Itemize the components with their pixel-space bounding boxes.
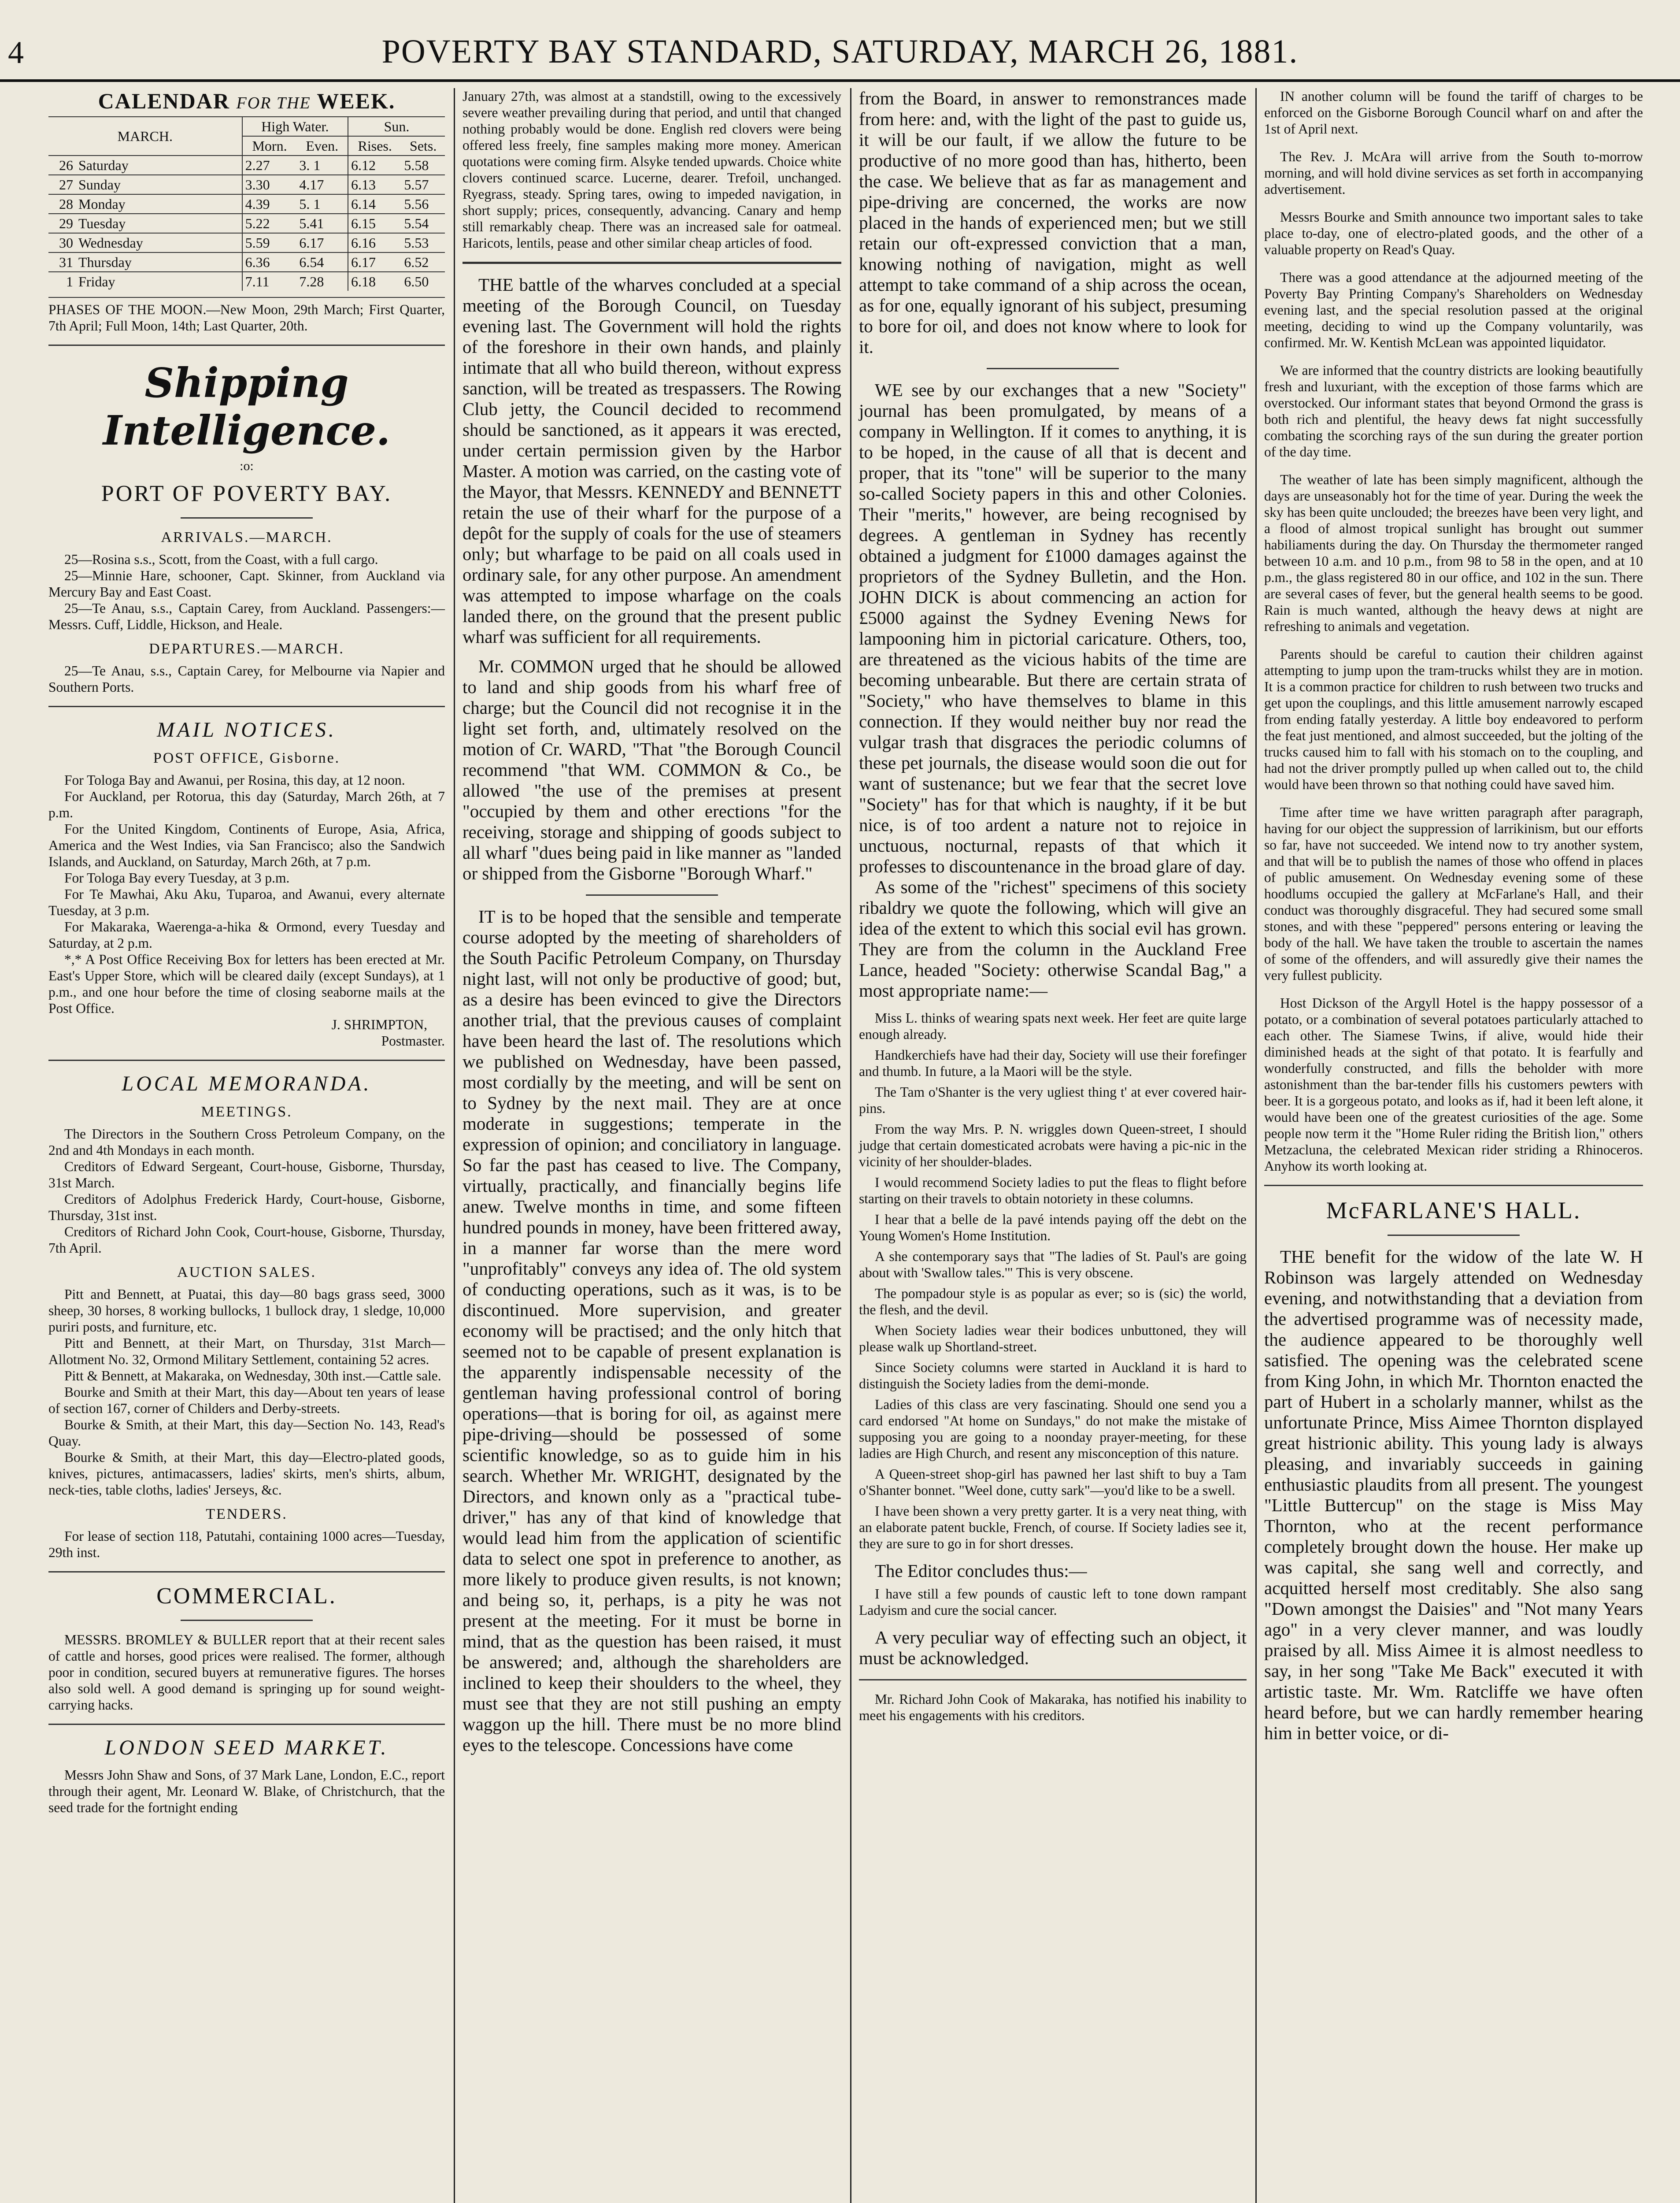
peculiar-remark: A very peculiar way of effecting such an object, it must be acknowledged. xyxy=(859,1627,1247,1668)
society-quote: The Tam o'Shanter is the very ugliest thing t' at ever covered hair-pins. xyxy=(859,1084,1247,1116)
sun-rises: 6.16 xyxy=(348,233,401,252)
calendar-row xyxy=(48,252,445,272)
calendar-day: Wednesday xyxy=(76,233,242,252)
newspaper-title: POVERTY BAY STANDARD, SATURDAY, MARCH 26, 1881. xyxy=(381,33,1299,70)
high-water-even: 6.17 xyxy=(296,233,348,252)
calendar-heading: CALENDAR FOR THE WEEK. xyxy=(98,89,396,113)
high-water-even: 4.17 xyxy=(296,175,348,194)
society-quote: A she contemporary says that "The ladies of St. Paul's are going about with 'Swallow tales.'" This is very obscene. xyxy=(859,1249,1247,1280)
postmaster-title: Postmaster. xyxy=(381,1033,445,1049)
petroleum-article-continued: from the Board, in answer to remonstrances made from here: and, with the light of the past to guide us, it will be our fault, if we allow the future to be productive of no more good than has, hitherto, been the case. We believe that as far as management and pipe-driving are concerned, the works are now placed in the hands of experienced men; but we still retain our oft-expressed conviction that a man, knowing nothing of navigation, might as well attempt to take command of a ship across the ocean, as for one, equally ignorant of his subject, presuming to bore for oil, and does not know where to look for it. xyxy=(859,88,1247,357)
high-water-even: 5.41 xyxy=(296,214,348,233)
mail-notice: For Tologa Bay every Tuesday, at 3 p.m. xyxy=(64,870,290,886)
calendar-col-sun: Sun. xyxy=(348,117,445,136)
calendar-day: Thursday xyxy=(76,252,242,272)
wharves-paragraph: THE battle of the wharves concluded at a special meeting of the Borough Council, on Tuesday evening last. The Government will hold the rights of the foreshore in their own hands, and plainly intimate that all who build thereon, without express sanction, will be treated as trespassers. The Rowing Club jetty, the Council decided to recommend should be sanctioned, as it appears it was erected, under certain permission given by the Harbor Master. A motion was carried, on the casting vote of the Mayor, that Messrs. KENNEDY and BENNETT retain the use of their wharf for the purpose of a depôt for the supply of coals for the use of steamers only; but wharfage to be paid on all coals used in ordinary sale, for any other purpose. An amendment was attempted to impose wharfage on the coals landed there, on the ground that the present public wharf was sufficient for all requirements. xyxy=(463,274,841,647)
calendar-col-rises: Rises. xyxy=(348,136,401,156)
auction-entry: Pitt and Bennett, at Puatai, this day—80 bags grass seed, 3000 sheep, 30 horses, 8 working bullocks, 1 bullock dray, 1 sledge, 10,000 puriri posts, and furniture, etc. xyxy=(48,1287,445,1335)
petroleum-article: IT is to be hoped that the sensible and temperate course adopted by the meeting of shareholders of the South Pacific Petroleum Company, on Thursday night last, will not only be productive of good; but, as a desire has been evinced to give the Directors another trial, that the previous causes of complaint have been heard the last of. The resolutions which we published on Wednesday, have been passed, most cordially by the meeting, and will be sent on to Sydney by the next mail. They are at once moderate in suggestions; temperate in the expression of opinion; and conciliatory in language. So far the past has ceased to live. The Company, virtually, practically, and financially begins life anew. Twelve months in time, and some fifteen hundred pounds in money, have been frittered away, in a manner far worse than the mere word "unprofitably" conveys any idea of. The old system of conducting operations, such as it was, is to be discontinued. More supervision, and greater economy will be practised; and the only hitch that seemed not to be capable of present explanation is the apparently indispensable necessity of the gentleman having professional control of boring operations—that is boring for oil, as against mere pipe-driving—should be possessed of some scientific knowledge, so as to guide him in his search. Whether Mr. WRIGHT, designated by the Directors, and known only as a "practical tube-driver," has any of that kind of knowledge that would lead him from the application of scientific data to select one spot in preference to another, as more likely to produce given results, is not known; and being so, it, perhaps, is a pity he was not present at the meeting. For it must be borne in mind, that as the question has been raised, it must be answered; and, although the shareholders are inclined to keep their shoulders to the wheel, they must see that they are not still pushing an empty waggon up the hill. There must be no more blind eyes to the telescope. Concessions have come xyxy=(463,906,841,1755)
society-paragraph: As some of the "richest" specimens of this society ribaldry we quote the following, which will give an idea of the extent to which this social evil has grown. They are from the column in the Auckland Free Lance, headed "Society: otherwise Scandal Bag," a most appropriate name:— xyxy=(859,877,1247,1001)
high-water-morn: 5.22 xyxy=(242,214,297,233)
high-water-even: 5. 1 xyxy=(296,194,348,214)
mail-notice: For Auckland, per Rotorua, this day (Saturday, March 26th, at 7 p.m. xyxy=(48,789,445,820)
departures-heading: DEPARTURES.—MARCH. xyxy=(149,641,344,657)
news-paragraph: Parents should be careful to caution their children against attempting to jump upon the tram-trucks whilst they are in motion. It is a common practice for children to rush between two trucks and get upon the couplings, and this little amusement narrowly escaped from ending fatally yesterday. A little boy endeavored to perform the feat just mentioned, and almost succeeded, but the jolting of the trucks caused him to fall with his stomach on to the coupling, and had not the driver promptly pulled up when called out to, the child would have been thrown so that nothing could have saved him. xyxy=(1264,646,1643,792)
calendar-table xyxy=(48,116,445,291)
high-water-morn: 5.59 xyxy=(242,233,297,252)
high-water-even: 3. 1 xyxy=(296,156,348,175)
divider xyxy=(859,1679,1247,1680)
meeting-entry: The Directors in the Southern Cross Petroleum Company, on the 2nd and 4th Mondays in each month. xyxy=(48,1126,445,1158)
society-quote: I would recommend Society ladies to put the fleas to flight before starting on their travels to obtain notoriety in these columns. xyxy=(859,1175,1247,1206)
auction-entry: Pitt & Bennett, at Makaraka, on Wednesday, 30th inst.—Cattle sale. xyxy=(64,1368,441,1383)
sun-rises: 6.18 xyxy=(348,272,401,291)
mail-notices-list xyxy=(48,772,445,1016)
auction-entry: Bourke and Smith at their Mart, this day—About ten years of lease of section 167, corner of Childers and Derby-streets. xyxy=(48,1384,445,1416)
high-water-morn: 3.30 xyxy=(242,175,297,194)
sun-sets: 5.54 xyxy=(401,214,445,233)
news-paragraph: The Rev. J. McAra will arrive from the South to-morrow morning, and will hold divine services as set forth in accompanying advertisement. xyxy=(1264,149,1643,197)
calendar-date: 29 xyxy=(48,214,76,233)
column-1 xyxy=(48,88,454,2203)
divider xyxy=(48,706,445,707)
departures-list xyxy=(48,663,445,695)
calendar-row xyxy=(48,233,445,252)
post-office-line: POST OFFICE, Gisborne. xyxy=(153,750,340,766)
society-article xyxy=(859,380,1247,1001)
tenders-heading: TENDERS. xyxy=(206,1506,288,1522)
local-news-paragraphs xyxy=(1264,88,1643,1174)
arrivals-list xyxy=(48,551,445,633)
society-paragraph: WE see by our exchanges that a new "Society" journal has been promulgated, by means of a company in Wellington. If it comes to anything, it is to be hoped, in the cause of all that is decent and proper, that its "tone" will be superior to the many so-called Society papers in this and other Colonies. Their "merits," however, are being recognised by degrees. A gentleman in Sydney has recently obtained a judgment for £1000 damages against the proprietors of the Sydney Bulletin, and the Hon. JOHN DICK is about commencing an action for £5000 against the Sydney Evening News for lampooning him in pictorial caricature. Others, too, are threatened as the vicious habits of the time are becoming unbearable. But there are certain strata of "Society," who have themselves to blame in this connection. If they would neither buy nor read the vulgar trash that disgraces the periodic columns of these pet journals, the disease would soon die out for want of sustenance; but we fear that the secret love "Society" has for that which is naughty, if it be but nice, is of too ardent a nature not to rejoice in unctuous, nocturnal, repasts of that which it professes to discountenance in the broad glare of day. xyxy=(859,380,1247,876)
sun-sets: 6.52 xyxy=(401,252,445,272)
high-water-morn: 6.36 xyxy=(242,252,297,272)
sun-sets: 5.53 xyxy=(401,233,445,252)
sun-sets: 5.56 xyxy=(401,194,445,214)
news-paragraph: IN another column will be found the tariff of charges to be enforced on the Gisborne Borough Council wharf on and after the 1st of April next. xyxy=(1264,89,1643,137)
local-memoranda-heading: LOCAL MEMORANDA. xyxy=(122,1072,372,1095)
sun-sets: 6.50 xyxy=(401,272,445,291)
society-quote: Ladies of this class are very fascinating. Should one send you a card endorsed "At home on Sundays," do not make the mistake of supposing you are going to a noonday prayer-meeting, for these ladies are High Church, and resent any misconception of this nature. xyxy=(859,1397,1247,1461)
masthead-rule xyxy=(0,79,1680,82)
column-4 xyxy=(1255,88,1652,2203)
news-paragraph: Messrs Bourke and Smith announce two important sales to take place to-day, one of electro-plated goods, and the other of a valuable property on Read's Quay. xyxy=(1264,209,1643,257)
calendar-col-even: Even. xyxy=(296,136,348,156)
society-quote: Miss L. thinks of wearing spats next week. Her feet are quite large enough already. xyxy=(859,1010,1247,1042)
seed-market-continued: January 27th, was almost at a standstill, owing to the excessively severe weather prevailing during that period, and until that changed nothing probably would be done. English red clovers were being offered less freely, fine samples making more money. American quotations were coming firm. Alsyke tended upwards. Choice white clovers continued scarce. Lucerne, dearer. Trefoil, unchanged. Ryegrass, steady. Spring tares, owing to impeded navigation, in short supply; prices, consequently, advancing. Canary and hemp still remarkably cheap. There was an increased sale for oatmeal. Haricots, lentils, pease and other similar cheap articles of food. xyxy=(463,89,841,251)
masthead xyxy=(0,0,1680,70)
cook-notice: Mr. Richard John Cook of Makaraka, has notified his inability to meet his engagements with his creditors. xyxy=(859,1691,1247,1723)
divider xyxy=(1264,1185,1643,1186)
arrival-entry: 25—Rosina s.s., Scott, from the Coast, with a full cargo. xyxy=(64,552,378,567)
meeting-entry: Creditors of Adolphus Frederick Hardy, Court-house, Gisborne, Thursday, 31st inst. xyxy=(48,1191,445,1223)
calendar-row xyxy=(48,175,445,194)
calendar-col-march: MARCH. xyxy=(48,117,242,156)
society-quote: From the way Mrs. P. N. wriggles down Queen-street, I should judge that certain domesticated acrobats were having a pic-nic in the vicinity of her shoulder-blades. xyxy=(859,1121,1247,1169)
calendar-day: Friday xyxy=(76,272,242,291)
divider xyxy=(463,262,841,264)
society-quote: The pompadour style is as popular as ever; so is (sic) the world, the flesh, and the devil. xyxy=(859,1286,1247,1317)
calendar-row xyxy=(48,156,445,175)
auction-sales-list xyxy=(48,1286,445,1498)
calendar-day: Sunday xyxy=(76,175,242,194)
news-paragraph: Host Dickson of the Argyll Hotel is the happy possessor of a potato, or a combination of several potatoes particularly attached to each other. The Siamese Twins, if alive, would hide their diminished heads at the sight of that potato. It is fearfully and wonderfully constructed, and fills the beholder with more astonishment than the bar-tender fills his customers pewters with beer. It is a gorgeous potato, and looks as if, had it been left alone, it would have been one of the greatest curiosities of the age. Some people now term it the "Home Ruler riding the British lion," others Metzacluna, the celebrated Mexican rider striding a Rhinoceros. Anyhow its worth looking at. xyxy=(1264,995,1643,1174)
calendar-date: 28 xyxy=(48,194,76,214)
sun-rises: 6.13 xyxy=(348,175,401,194)
calendar-date: 27 xyxy=(48,175,76,194)
calendar-date: 31 xyxy=(48,252,76,272)
arrival-entry: 25—Minnie Hare, schooner, Capt. Skinner, from Auckland via Mercury Bay and East Coast. xyxy=(48,568,445,600)
society-quote: Handkerchiefs have had their day, Society will use their forefinger and thumb. In future, a la Maori will be the style. xyxy=(859,1047,1247,1079)
divider xyxy=(48,1724,445,1725)
sun-rises: 6.12 xyxy=(348,156,401,175)
calendar-col-high-water: High Water. xyxy=(242,117,348,136)
calendar-date: 1 xyxy=(48,272,76,291)
news-paragraph: Time after time we have written paragraph after paragraph, having for our object the suppression of larrikinism, but our efforts so far, have not succeeded. We intend now to try another system, and that will be to publish the names of those who offend in places of public amusement. On Wednesday evening some of these hoodlums occupied the gallery at McFarlane's Hall, and their conduct was thoroughly disgraceful. They had secured some small stones, and with these "peppered" persons entering or leaving the body of the hall. We have taken the trouble to ascertain the names of some of the offenders, and will assuredly give their names the very fullest publicity. xyxy=(1264,805,1643,983)
mcfarlanes-hall-heading: McFARLANE'S HALL. xyxy=(1326,1197,1581,1224)
divider xyxy=(586,894,718,896)
high-water-morn: 2.27 xyxy=(242,156,297,175)
divider-ornament: :o: xyxy=(240,459,254,473)
meetings-list xyxy=(48,1126,445,1256)
mail-notice: For Makaraka, Waerenga-a-hika & Ormond, every Tuesday and Saturday, at 2 p.m. xyxy=(48,919,445,951)
society-quote: Since Society columns were started in Auckland it is hard to distinguish the Society ladies from the demi-monde. xyxy=(859,1360,1247,1391)
column-2 xyxy=(454,88,850,2203)
port-heading: PORT OF POVERTY BAY. xyxy=(101,481,392,506)
page-number: 4 xyxy=(8,35,24,70)
high-water-morn: 4.39 xyxy=(242,194,297,214)
divider xyxy=(48,1060,445,1061)
auction-entry: Bourke & Smith, at their Mart, this day—Section No. 143, Read's Quay. xyxy=(48,1417,445,1449)
editor-concludes: The Editor concludes thus:— xyxy=(875,1561,1087,1581)
shipping-heading: Shipping Intelligence. xyxy=(103,359,391,454)
arrivals-heading: ARRIVALS.—MARCH. xyxy=(161,529,333,545)
divider xyxy=(48,345,445,346)
calendar-row xyxy=(48,214,445,233)
mail-notice: For Te Mawhai, Aku Aku, Tuparoa, and Awanui, every alternate Tuesday, at 3 p.m. xyxy=(48,886,445,918)
sun-rises: 6.14 xyxy=(348,194,401,214)
society-quotes xyxy=(859,1010,1247,1552)
postmaster-name: J. SHRIMPTON, xyxy=(331,1017,427,1032)
calendar-row xyxy=(48,272,445,291)
editor-quote: I have still a few pounds of caustic left to tone down rampant Ladyism and cure the social cancer. xyxy=(859,1586,1247,1618)
divider xyxy=(987,368,1119,369)
sun-rises: 6.15 xyxy=(348,214,401,233)
calendar-col-sets: Sets. xyxy=(401,136,445,156)
high-water-morn: 7.11 xyxy=(242,272,297,291)
commercial-paragraph: MESSRS. BROMLEY & BULLER report that at their recent sales of cattle and horses, good prices were realised. The former, although poor in condition, secured buyers at remunerative figures. The horses also sold well. A good demand is springing up for sound weight-carrying hacks. xyxy=(48,1632,445,1713)
departure-entry: 25—Te Anau, s.s., Captain Carey, for Melbourne via Napier and Southern Ports. xyxy=(48,663,445,695)
society-quote: A Queen-street shop-girl has pawned her last shift to buy a Tam o'Shanter bonnet. "Weel done, cutty sark"—you'd like to be a swell. xyxy=(859,1466,1247,1498)
news-paragraph: The weather of late has been simply magnificent, although the days are unseasonably hot for the time of year. During the week the sky has been quite unclouded; the breezes have been very light, and a flood of almost tropical sunlight has brought out summer habiliaments during the day. On Thursday the thermometer ranged between 10 a.m. and 10 p.m., from 98 to 58 in the open, and at 10 p.m., the glass registered 80 in our office, and 102 in the sun. There are several cases of fever, but the general health seems to be good. Rain is much wanted, although the heavy dews at night are refreshing to animals and vegetation. xyxy=(1264,472,1643,634)
divider xyxy=(48,1571,445,1573)
society-quote: When Society ladies wear their bodices unbuttoned, they will please walk up Shortland-street. xyxy=(859,1323,1247,1354)
auction-sales-heading: AUCTION SALES. xyxy=(177,1264,316,1280)
commercial-heading: COMMERCIAL. xyxy=(156,1584,337,1609)
society-quote: I hear that a belle de la pavé intends paying off the debt on the Young Women's Home Institution. xyxy=(859,1212,1247,1243)
calendar-col-morn: Morn. xyxy=(242,136,297,156)
calendar-day: Tuesday xyxy=(76,214,242,233)
calendar-day: Saturday xyxy=(76,156,242,175)
moon-phases: PHASES OF THE MOON.—New Moon, 29th March; First Quarter, 7th April; Full Moon, 14th; Last Quarter, 20th. xyxy=(48,297,445,334)
news-paragraph: There was a good attendance at the adjourned meeting of the Poverty Bay Printing Company's Shareholders on Wednesday evening last, and the special resolution passed at the original meeting, deciding to wind up the Company voluntarily, was confirmed. Mr. W. Kentish McLean was appointed liquidator. xyxy=(1264,270,1643,350)
sun-rises: 6.17 xyxy=(348,252,401,272)
meetings-heading: MEETINGS. xyxy=(201,1104,292,1120)
high-water-even: 7.28 xyxy=(296,272,348,291)
news-paragraph: We are informed that the country districts are looking beautifully fresh and luxuriant, with the exception of those farms which are overstocked. Our informant states that beyond Ormond the grass is both rich and plentiful, the heavy dews fat night successfully combating the scorching rays of the sun during the greater portion of the day time. xyxy=(1264,363,1643,460)
sun-sets: 5.57 xyxy=(401,175,445,194)
divider xyxy=(181,1620,313,1621)
column-3 xyxy=(850,88,1255,2203)
meeting-entry: Creditors of Edward Sergeant, Court-house, Gisborne, Thursday, 31st March. xyxy=(48,1159,445,1191)
calendar-date: 30 xyxy=(48,233,76,252)
mcfarlanes-hall-review: THE benefit for the widow of the late W. H Robinson was largely attended on Wednesday evening, and notwithstanding that a deviation from the advertised programme was of necessity made, the audience appeared to be thoroughly well satisfied. The opening was the celebrated scene from King John, in which Mr. Thornton enacted the part of Hubert in a scholarly manner, whilst as the unfortunate Prince, Miss Aimee Thornton displayed great histrionic ability. This young lady is always pleasing, and invariably succeeds in gaining enthusiastic plaudits from all present. The youngest "Little Buttercup" on the stage is Miss May Thornton, who at the recent performance completely brought down the house. Her make up was capital, she sang well and correctly, and acquitted herself most creditably. She also sang "Down amongst the Daisies" and "Not many Years ago" in a very clever manner, and was loudly praised by all. Miss Aimee it is almost needless to say, in her song "Take Me Back" executed it with artistic taste. Mr. Wm. Ratcliffe we have often heard before, but we can hardly remember hearing him in better voice, or di- xyxy=(1264,1246,1643,1743)
wharves-article xyxy=(463,274,841,884)
meeting-entry: Creditors of Richard John Cook, Court-house, Gisborne, Thursday, 7th April. xyxy=(48,1224,445,1256)
arrival-entry: 25—Te Anau, s.s., Captain Carey, from Auckland. Passengers:—Messrs. Cuff, Liddle, Hickson, and Heale. xyxy=(48,601,445,632)
tenders-list xyxy=(48,1528,445,1561)
mail-notice: *,* A Post Office Receiving Box for letters has been erected at Mr. East's Upper Store, which will be cleared daily (except Sundays), at 1 p.m., and one hour before the time of closing seaborne mails at the Post Office. xyxy=(48,952,445,1016)
sun-sets: 5.58 xyxy=(401,156,445,175)
calendar-day: Monday xyxy=(76,194,242,214)
calendar-row xyxy=(48,194,445,214)
society-quote: I have been shown a very pretty garter. It is a very neat thing, with an elaborate patent buckle, French, of course. If Society ladies see it, they are sure to go in for short dresses. xyxy=(859,1503,1247,1551)
calendar-date: 26 xyxy=(48,156,76,175)
divider xyxy=(181,517,313,519)
mail-notices-heading: MAIL NOTICES. xyxy=(157,718,337,742)
mail-notice: For Tologa Bay and Awanui, per Rosina, this day, at 12 noon. xyxy=(64,772,405,788)
auction-entry: Pitt and Bennett, at their Mart, on Thursday, 31st March—Allotment No. 32, Ormond Military Settlement, containing 52 acres. xyxy=(48,1335,445,1367)
wharves-paragraph: Mr. COMMON urged that he should be allowed to land and ship goods from his wharf free of charge; but the Council did not recognise it in the light set forth, and, ultimately resolved on the motion of Cr. WARD, "That "the Borough Council recommend "that WM. COMMON & Co., be allowed "the use of the premises at present "occupied by them and other erections "for the receiving, storage and shipping of goods subject to all wharf "dues being paid in like manner as "landed or shipped from the Gisborne "Borough Wharf." xyxy=(463,656,841,883)
tender-entry: For lease of section 118, Patutahi, containing 1000 acres—Tuesday, 29th inst. xyxy=(48,1528,445,1560)
high-water-even: 6.54 xyxy=(296,252,348,272)
divider xyxy=(1388,1235,1520,1236)
auction-entry: Bourke & Smith, at their Mart, this day—Electro-plated goods, knives, pictures, antimacassers, ladies' skirts, men's shirts, album, neck-ties, table cloths, ladies' Jerseys, &c. xyxy=(48,1450,445,1498)
mail-notice: For the United Kingdom, Continents of Europe, Asia, Africa, America and the West Indies, via San Francisco; also the Sandwich Islands, and Auckland, on Saturday, March 26th, at 7 p.m. xyxy=(48,821,445,869)
london-seed-heading: LONDON SEED MARKET. xyxy=(104,1736,389,1759)
london-seed-paragraph: Messrs John Shaw and Sons, of 37 Mark Lane, London, E.C., report through their agent, Mr. Leonard W. Blake, of Christchurch, that the seed trade for the fortnight ending xyxy=(48,1767,445,1815)
